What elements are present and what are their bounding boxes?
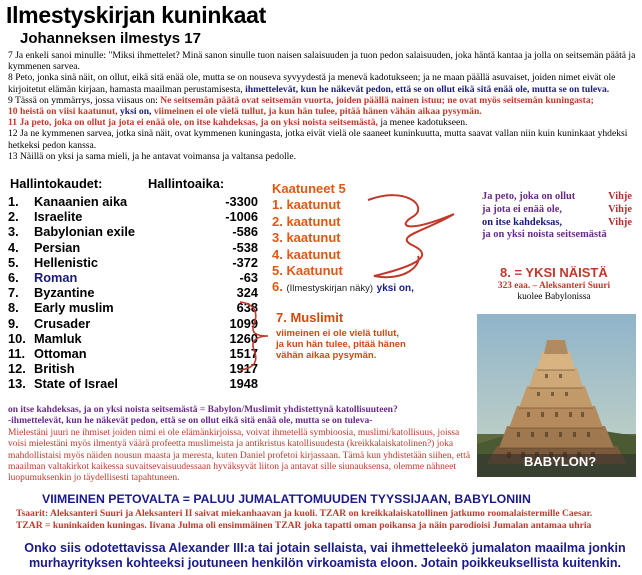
period-year: 638 [236, 300, 258, 316]
table-row [8, 300, 258, 316]
row-number: 2. [8, 209, 19, 225]
verse-9-highlight: Ne seitsemän päätä ovat seitsemän vuorta, joiden päällä nainen istuu; ne ovat myös seitsemän kuningasta; [160, 94, 594, 106]
eighth-king: 8. = YKSI NÄISTÄ [500, 265, 608, 280]
period-name: Roman [34, 270, 78, 285]
table-row [8, 331, 258, 347]
period-year: -63 [239, 270, 258, 285]
fallen-item: 4. kaatunut [272, 246, 341, 262]
closing-question: Onko siis odotettavissa Alexander III:a tai jotain sellaista, vai ihmetteleekö jumalaton maailma jonkin murhayrityksen kohteeksi joutuneen henkilön virkoamista eloon. Jotain poikkeuksellista kuitenkin. [24, 541, 626, 570]
period-name: British [34, 361, 75, 377]
reign-table [8, 176, 258, 396]
hint-label: Vihje [608, 203, 632, 215]
page-title: Ilmestyskirjan kuninkaat [6, 2, 266, 28]
period-name: Early muslim [34, 300, 114, 316]
table-row [8, 285, 258, 301]
sixth-king: 6. (Ilmestyskirjan näky) yksi on, [272, 279, 414, 295]
period-name: State of Israel [34, 376, 118, 392]
row-number: 7. [8, 285, 19, 301]
period-year: -538 [232, 239, 258, 255]
page-subtitle: Johanneksen ilmestys 17 [20, 30, 201, 47]
fallen-item: 5. Kaatunut [272, 263, 343, 279]
table-row [8, 255, 258, 271]
period-year: -586 [232, 224, 258, 240]
fallen-item: 2. kaatunut [272, 213, 341, 229]
table-row [8, 240, 258, 256]
row-number: 1. [8, 194, 19, 209]
commentary [8, 405, 474, 485]
verse-8: 8 Peto, jonka sinä näit, on ollut, eikä sitä enää ole, mutta se on nouseva syvyydestä ja menevä kadotukseen; ja ne maan päällä asuvaiset, joiden nimet eivät ole kirjoitetut elämän kirjaan, hamasta maailman perustamisesta, ihmettelevät, kun he näkevät pedon, että se on ollut eikä sitä enää ole, mutta se on tuleva. [8, 72, 616, 95]
verse-8-highlight: ihmettelevät, kun he näkevät pedon, että se on ollut eikä sitä enää ole, mutta se on tuleva. [245, 83, 610, 95]
hint-label: Vihje [608, 191, 632, 202]
period-year: 1517 [229, 346, 258, 361]
verse-10: 10 heistä on viisi kaatunut, yksi on, viimeinen ei ole vielä tullut, ja kun hän tulee, pitää hänen vähän aikaa pysymän. [8, 106, 482, 118]
table-header-periods: Hallintokaudet: [10, 176, 103, 191]
period-year: -1006 [225, 209, 258, 225]
period-name: Hellenistic [34, 254, 99, 270]
beast-hint: Ja peto, joka on ollut Vihje ja jota ei enää ole, Vihje on itse kahdeksas, Vihje ja on yksi noista seitsemästä [482, 191, 632, 241]
row-number: 13. [8, 376, 26, 392]
commentary-line-2: -ihmettelevät, kun he näkevät pedon, että se on ollut eikä sitä enää ole, mutta se on tuleva- [8, 416, 373, 427]
period-name: Byzantine [34, 285, 95, 301]
table-row [8, 361, 258, 377]
row-number: 8. [8, 300, 19, 316]
table-row [8, 316, 258, 332]
period-year: -372 [232, 254, 258, 270]
verse-7: 7 Ja enkeli sanoi minulle: "Miksi ihmettelet? Minä sanon sinulle tuon naisen salaisuuden ja tuon pedon salaisuuden, joka häntä kantaa ja jolla on seitsemän päätä ja kymmenen sarvea. [8, 50, 636, 73]
period-name: Mamluk [34, 330, 82, 346]
row-number: 5. [8, 254, 19, 270]
muslim-bracket [236, 300, 272, 372]
row-number: 11. [8, 346, 26, 361]
bible-verses [8, 50, 636, 162]
verse-9: 9 Tässä on ymmärrys, jossa viisaus on: Ne seitsemän päätä ovat seitsemän vuorta, joiden päällä nainen istuu; ne ovat myös seitsemän kuningasta; [8, 94, 594, 106]
hint-label: Vihje [608, 216, 632, 228]
fallen-item: 3. kaatunut [272, 230, 341, 246]
period-year: 1917 [229, 361, 258, 377]
row-number: 12. [8, 361, 26, 377]
table-row [8, 346, 258, 362]
row-number: 3. [8, 224, 19, 240]
commentary-body: Mielestäni juuri ne ihmiset joiden nimi ei ole elämänkirjoissa, voivat ihmetellä symbioosia, muslimi/katollisuus, joissa voisi mielestäni myös ilmentyä väärä profeetta muslimeista ja antikristus katollisuudesta (kreikkalaiskatolinen?) joka mahdollistaisi myös näiden nousun maasta ja meresta, kuten Daniel profetoi kirjassaan. Tämä kun yhdistetään siihen, että maailman valtakirkot kaikessa suvaitsevaisuudessaan hyväksyvät liiton ja antavat sille siunauksensa, olemme nähneet luopumuksenkin jo täydellisesti tapahtuneen. [8, 427, 471, 484]
table-row [8, 194, 258, 210]
period-year: -3300 [225, 194, 258, 209]
table-row [8, 209, 258, 225]
row-number: 10. [8, 330, 26, 346]
table-row [8, 270, 258, 286]
period-name: Crusader [34, 315, 91, 331]
commentary-line-1: on itse kahdeksas, ja on yksi noista seitsemästä = Babylon/Muslimit yhdistettynä katollisuuteen? [8, 405, 398, 415]
table-header-time: Hallintoaika: [148, 176, 225, 191]
period-year: 1260 [229, 330, 258, 346]
row-number: 4. [8, 239, 19, 255]
row-number: 6. [8, 270, 19, 285]
fallen-kings [272, 181, 414, 298]
period-name: Kanaanien aika [34, 194, 128, 209]
period-year: 1948 [229, 376, 258, 392]
verse-11: 11 Ja peto, joka on ollut ja jota ei enää ole, on itse kahdeksas, ja on yksi noista seitsemästä, ja menee kadotukseen. [8, 117, 468, 129]
babylon-label: BABYLON? [524, 454, 597, 469]
period-name: Israelite [34, 209, 83, 225]
verse-12: 12 Ja ne kymmenen sarvea, jotka sinä näit, ovat kymmenen kuningasta, jotka eivät vielä ole saaneet kuninkuutta, mutta saavat vallan niin kuin kuninkaat yhdeksi hetkeksi pedon kanssa. [8, 128, 628, 151]
table-row [8, 224, 258, 240]
muslim-header: 7. Muslimit [276, 310, 344, 325]
period-name: Persian [34, 239, 81, 255]
fallen-item: 1. kaatunut [272, 197, 341, 213]
period-year: 1099 [229, 315, 258, 331]
beast-power-heading: VIIMEINEN PETOVALTA = PALUU JUMALATTOMUUDEN TYYSSIJAAN, BABYLONIIN [42, 492, 531, 506]
tsars-note: Tsaarit: Aleksanteri Suuri ja Aleksanteri II saivat miekanhaavan ja kuoli. TZAR on kreikkalaiskatollinen jatkumo roomalaistermille Caesar. TZAR = kuninkaiden kuningas. Iivana Julma oli ensimmäinen TZAR joka tapatti oman poikansa ja näin parodioisi Jumalan antamaa uhria [16, 508, 593, 531]
period-name: Ottoman [34, 346, 87, 361]
muslim-block [276, 310, 406, 361]
fallen-header: Kaatuneet 5 [272, 181, 346, 196]
muslim-text: viimeinen ei ole vielä tullut, ja kun hän tulee, pitää hänen vähän aikaa pysymän. [276, 328, 406, 361]
period-name: Babylonian exile [34, 224, 135, 240]
period-year: 324 [236, 285, 258, 301]
tower-of-babel-painting [477, 314, 636, 477]
row-number: 9. [8, 315, 19, 331]
alexander-note: 323 eaa. – Aleksanteri Suuri kuolee Babylonissa [497, 281, 611, 302]
verse-13: 13 Näillä on yksi ja sama mieli, ja he antavat voimansa ja valtansa pedolle. [8, 150, 296, 162]
table-row [8, 376, 258, 392]
